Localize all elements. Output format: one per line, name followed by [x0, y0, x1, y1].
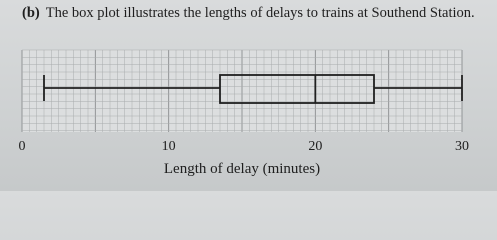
question-label: (b) [22, 5, 40, 21]
question-body: The box plot illustrates the lengths of delays to trains at Southend Station. [45, 5, 475, 21]
tick-label: 10 [161, 139, 176, 154]
tick-label: 0 [18, 139, 26, 154]
graph-paper-grid [22, 50, 462, 132]
x-axis [19, 139, 470, 177]
tick-label: 20 [308, 139, 323, 154]
tick-label: 30 [455, 139, 469, 154]
x-axis-title: Length of delay (minutes) [163, 161, 321, 177]
